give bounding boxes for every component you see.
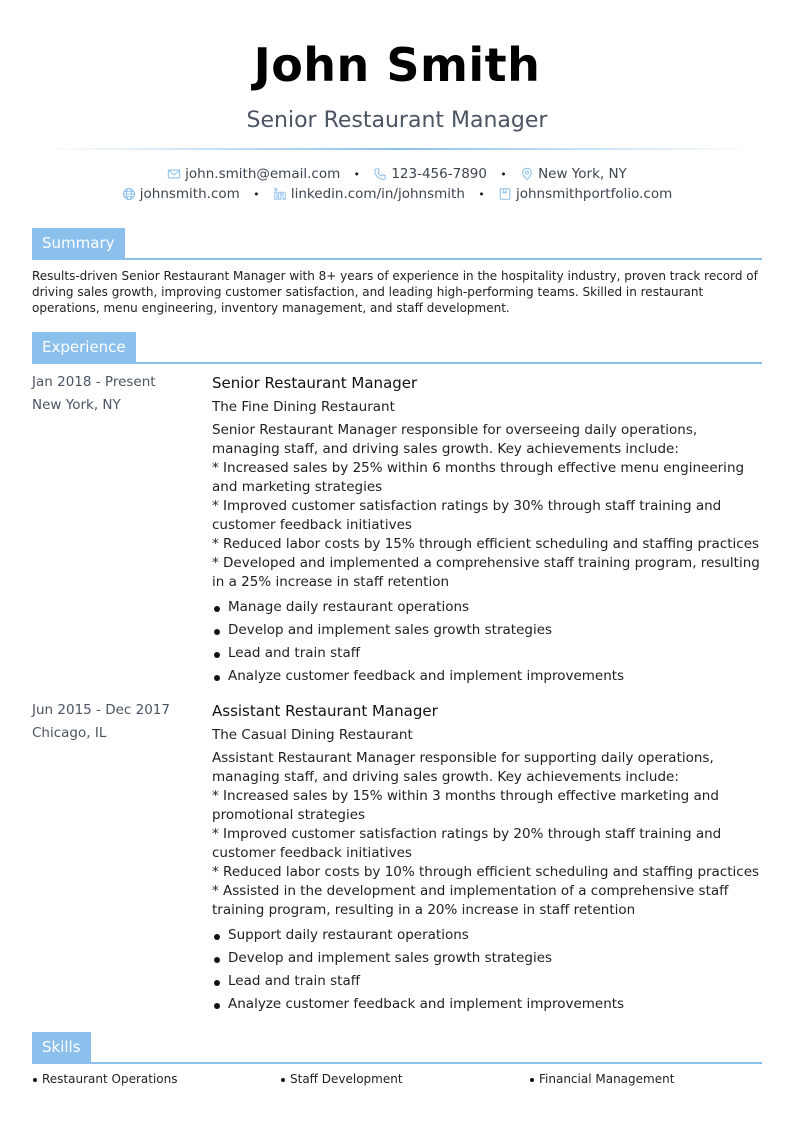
experience-details: [212, 373, 762, 688]
contact-website-text: johnsmith.com: [139, 186, 240, 202]
linkedin-icon: [273, 187, 287, 201]
contact-email-text: john.smith@email.com: [185, 166, 341, 182]
skill-item: Financial Management: [529, 1072, 674, 1086]
experience-bullets: [212, 924, 762, 1016]
experience-role: Senior Restaurant Manager: [212, 374, 418, 392]
contact-phone-text: 123-456-7890: [391, 166, 487, 182]
contact-linkedin-text: linkedin.com/in/johnsmith: [290, 186, 465, 202]
summary-section-header: [32, 228, 762, 260]
experience-heading: Experience: [32, 332, 136, 362]
contact-location: [520, 166, 627, 182]
experience-bullets: [212, 596, 762, 688]
email-icon: [167, 167, 181, 181]
experience-dates: Jun 2015 - Dec 2017: [32, 702, 170, 718]
contact-website[interactable]: [122, 186, 240, 202]
skills-section-header: [32, 1032, 762, 1064]
experience-section-header: [32, 332, 762, 364]
globe-icon: [122, 187, 136, 201]
list-item: Develop and implement sales growth strategies: [212, 947, 762, 970]
list-item: Lead and train staff: [212, 642, 762, 665]
contact-portfolio[interactable]: [498, 186, 672, 202]
skills-heading: Skills: [32, 1032, 91, 1062]
candidate-title: Senior Restaurant Manager: [246, 108, 548, 133]
contact-separator: •: [253, 187, 260, 201]
phone-icon: [373, 167, 387, 181]
experience-description: Assistant Restaurant Manager responsible for supporting daily operations, managing staff, and driving sales growth. Key achievements include: * Increased sales by 15% within 3 months through effective marketing and promotional strategies * Improved customer satisfaction ratings by 20% through staff training and customer feedback initiatives * Reduced labor costs by 10% through efficient scheduling and staffing practices * Assisted in the development and implementation of a comprehensive staff training program, resulting in a 20% increase in staff retention: [212, 750, 760, 918]
list-item: Develop and implement sales growth strategies: [212, 619, 762, 642]
contact-row-primary: [0, 166, 794, 182]
experience-dates: Jan 2018 - Present: [32, 374, 156, 390]
list-item: Analyze customer feedback and implement improvements: [212, 993, 762, 1016]
contact-phone[interactable]: [373, 166, 487, 182]
list-item: Support daily restaurant operations: [212, 924, 762, 947]
contact-separator: •: [478, 187, 485, 201]
experience-description: Senior Restaurant Manager responsible for overseeing daily operations, managing staff, and driving sales growth. Key achievements include: * Increased sales by 25% within 6 months through effective menu engineering and marketing strategies * Improved customer satisfaction ratings by 30% through staff training and customer feedback initiatives * Reduced labor costs by 15% through efficient scheduling and staffing practices * Developed and implemented a comprehensive staff training program, resulting in a 25% increase in staff retention: [212, 422, 760, 590]
experience-location: Chicago, IL: [32, 725, 107, 741]
summary-text: Results-driven Senior Restaurant Manager with 8+ years of experience in the hospitality industry, proven track record of driving sales growth, improving customer satisfaction, and leading high-performing teams. Skilled in restaurant operations, menu engineering, inventory management, and staff development.: [32, 269, 758, 315]
experience-meta: [32, 373, 202, 414]
experience-meta: [32, 701, 202, 742]
contact-portfolio-text: johnsmithportfolio.com: [515, 186, 673, 202]
experience-location: New York, NY: [32, 397, 121, 413]
contact-linkedin[interactable]: [273, 186, 465, 202]
experience-company: The Casual Dining Restaurant: [212, 727, 413, 743]
portfolio-icon: [498, 187, 512, 201]
skill-item: Restaurant Operations: [32, 1072, 177, 1086]
list-item: Analyze customer feedback and implement improvements: [212, 665, 762, 688]
skills-list: [32, 1072, 762, 1090]
candidate-name: John Smith: [253, 38, 541, 92]
contact-separator: •: [353, 167, 361, 181]
list-item: Lead and train staff: [212, 970, 762, 993]
skill-item: Staff Development: [280, 1072, 403, 1086]
summary-heading: Summary: [32, 228, 125, 258]
title-divider: [40, 148, 754, 150]
contact-location-text: New York, NY: [538, 166, 627, 182]
experience-role: Assistant Restaurant Manager: [212, 702, 438, 720]
contact-email[interactable]: [167, 166, 340, 182]
contact-row-links: [0, 186, 794, 202]
experience-company: The Fine Dining Restaurant: [212, 399, 395, 415]
list-item: Manage daily restaurant operations: [212, 596, 762, 619]
contact-separator: •: [500, 167, 507, 181]
experience-details: [212, 701, 762, 1016]
location-pin-icon: [520, 167, 534, 181]
